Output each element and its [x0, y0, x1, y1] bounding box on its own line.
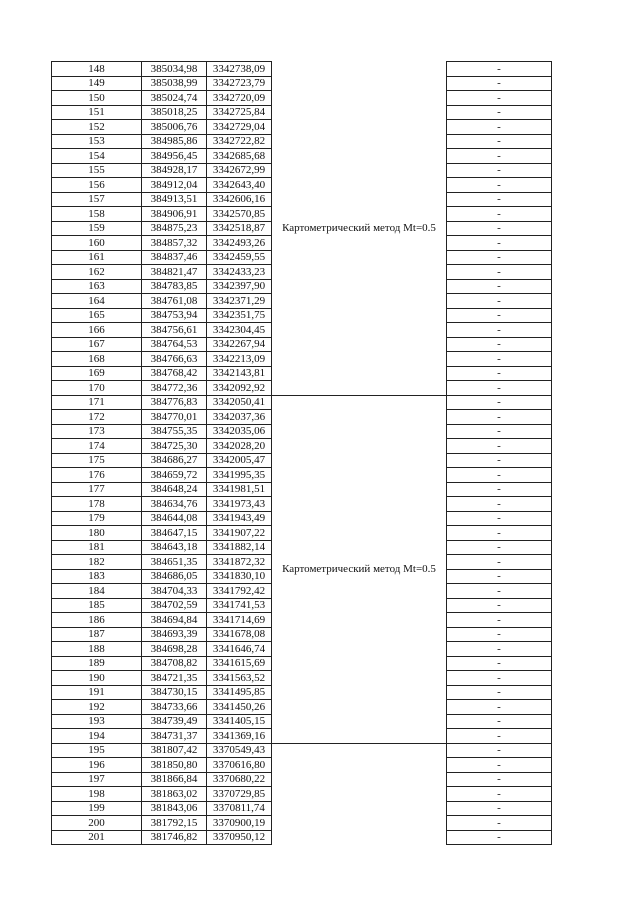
accuracy-value-cell: - [447, 265, 552, 280]
accuracy-value-cell: - [447, 91, 552, 106]
accuracy-value-cell: - [447, 816, 552, 831]
method-cell [272, 743, 447, 845]
point-number-cell: 196 [52, 758, 142, 773]
y-coordinate-cell: 3342028,20 [207, 439, 272, 454]
point-number-cell: 148 [52, 62, 142, 77]
accuracy-value-cell: - [447, 337, 552, 352]
x-coordinate-cell: 384956,45 [142, 149, 207, 164]
point-number-cell: 161 [52, 250, 142, 265]
accuracy-value-cell: - [447, 192, 552, 207]
x-coordinate-cell: 384875,23 [142, 221, 207, 236]
point-number-cell: 191 [52, 685, 142, 700]
point-number-cell: 150 [52, 91, 142, 106]
accuracy-value-cell: - [447, 178, 552, 193]
x-coordinate-cell: 384731,37 [142, 729, 207, 744]
point-number-cell: 170 [52, 381, 142, 396]
y-coordinate-cell: 3341792,42 [207, 584, 272, 599]
y-coordinate-cell: 3341943,49 [207, 511, 272, 526]
point-number-cell: 167 [52, 337, 142, 352]
point-number-cell: 155 [52, 163, 142, 178]
accuracy-value-cell: - [447, 323, 552, 338]
point-number-cell: 166 [52, 323, 142, 338]
group-divider-line [272, 395, 447, 396]
x-coordinate-cell: 384906,91 [142, 207, 207, 222]
accuracy-value-cell: - [447, 352, 552, 367]
x-coordinate-cell: 384634,76 [142, 497, 207, 512]
y-coordinate-cell: 3341405,15 [207, 714, 272, 729]
x-coordinate-cell: 381746,82 [142, 830, 207, 845]
point-number-cell: 192 [52, 700, 142, 715]
x-coordinate-cell: 384721,35 [142, 671, 207, 686]
accuracy-value-cell: - [447, 613, 552, 628]
y-coordinate-cell: 3341882,14 [207, 540, 272, 555]
group-divider-line [272, 743, 447, 744]
accuracy-value-cell: - [447, 642, 552, 657]
y-coordinate-cell: 3342685,68 [207, 149, 272, 164]
accuracy-value-cell: - [447, 830, 552, 845]
point-number-cell: 158 [52, 207, 142, 222]
x-coordinate-cell: 385006,76 [142, 120, 207, 135]
x-coordinate-cell: 384686,05 [142, 569, 207, 584]
y-coordinate-cell: 3341714,69 [207, 613, 272, 628]
accuracy-value-cell: - [447, 555, 552, 570]
x-coordinate-cell: 384772,36 [142, 381, 207, 396]
y-coordinate-cell: 3342397,90 [207, 279, 272, 294]
accuracy-value-cell: - [447, 366, 552, 381]
accuracy-value-cell: - [447, 511, 552, 526]
x-coordinate-cell: 384702,59 [142, 598, 207, 613]
point-number-cell: 198 [52, 787, 142, 802]
point-number-cell: 184 [52, 584, 142, 599]
y-coordinate-cell: 3342459,55 [207, 250, 272, 265]
point-number-cell: 151 [52, 105, 142, 120]
y-coordinate-cell: 3342672,99 [207, 163, 272, 178]
x-coordinate-cell: 384766,63 [142, 352, 207, 367]
y-coordinate-cell: 3370900,19 [207, 816, 272, 831]
point-number-cell: 149 [52, 76, 142, 91]
y-coordinate-cell: 3341830,10 [207, 569, 272, 584]
y-coordinate-cell: 3370549,43 [207, 743, 272, 758]
y-coordinate-cell: 3342050,41 [207, 395, 272, 410]
x-coordinate-cell: 381807,42 [142, 743, 207, 758]
point-number-cell: 163 [52, 279, 142, 294]
point-number-cell: 194 [52, 729, 142, 744]
y-coordinate-cell: 3341369,16 [207, 729, 272, 744]
y-coordinate-cell: 3342371,29 [207, 294, 272, 309]
point-number-cell: 168 [52, 352, 142, 367]
accuracy-value-cell: - [447, 149, 552, 164]
accuracy-value-cell: - [447, 105, 552, 120]
accuracy-value-cell: - [447, 76, 552, 91]
y-coordinate-cell: 3342493,26 [207, 236, 272, 251]
y-coordinate-cell: 3342433,23 [207, 265, 272, 280]
y-coordinate-cell: 3342606,16 [207, 192, 272, 207]
accuracy-value-cell: - [447, 743, 552, 758]
point-number-cell: 177 [52, 482, 142, 497]
accuracy-value-cell: - [447, 294, 552, 309]
point-number-cell: 162 [52, 265, 142, 280]
point-number-cell: 164 [52, 294, 142, 309]
point-number-cell: 171 [52, 395, 142, 410]
point-number-cell: 195 [52, 743, 142, 758]
accuracy-value-cell: - [447, 671, 552, 686]
x-coordinate-cell: 384648,24 [142, 482, 207, 497]
x-coordinate-cell: 384730,15 [142, 685, 207, 700]
point-number-cell: 165 [52, 308, 142, 323]
x-coordinate-cell: 384698,28 [142, 642, 207, 657]
y-coordinate-cell: 3341973,43 [207, 497, 272, 512]
x-coordinate-cell: 384693,39 [142, 627, 207, 642]
y-coordinate-cell: 3341678,08 [207, 627, 272, 642]
point-number-cell: 175 [52, 453, 142, 468]
y-coordinate-cell: 3370950,12 [207, 830, 272, 845]
accuracy-value-cell: - [447, 279, 552, 294]
accuracy-value-cell: - [447, 685, 552, 700]
x-coordinate-cell: 385038,99 [142, 76, 207, 91]
x-coordinate-cell: 384753,94 [142, 308, 207, 323]
accuracy-value-cell: - [447, 250, 552, 265]
accuracy-value-cell: - [447, 62, 552, 77]
y-coordinate-cell: 3341495,85 [207, 685, 272, 700]
x-coordinate-cell: 381850,80 [142, 758, 207, 773]
point-number-cell: 182 [52, 555, 142, 570]
y-coordinate-cell: 3341872,32 [207, 555, 272, 570]
point-number-cell: 190 [52, 671, 142, 686]
x-coordinate-cell: 384783,85 [142, 279, 207, 294]
x-coordinate-cell: 384837,46 [142, 250, 207, 265]
y-coordinate-cell: 3342351,75 [207, 308, 272, 323]
accuracy-value-cell: - [447, 424, 552, 439]
y-coordinate-cell: 3341995,35 [207, 468, 272, 483]
x-coordinate-cell: 384725,30 [142, 439, 207, 454]
y-coordinate-cell: 3342720,09 [207, 91, 272, 106]
y-coordinate-cell: 3370729,85 [207, 787, 272, 802]
y-coordinate-cell: 3370616,80 [207, 758, 272, 773]
y-coordinate-cell: 3342213,09 [207, 352, 272, 367]
x-coordinate-cell: 384704,33 [142, 584, 207, 599]
point-number-cell: 176 [52, 468, 142, 483]
accuracy-value-cell: - [447, 410, 552, 425]
y-coordinate-cell: 3342518,87 [207, 221, 272, 236]
point-number-cell: 160 [52, 236, 142, 251]
point-number-cell: 200 [52, 816, 142, 831]
y-coordinate-cell: 3342035,06 [207, 424, 272, 439]
x-coordinate-cell: 384733,66 [142, 700, 207, 715]
y-coordinate-cell: 3342005,47 [207, 453, 272, 468]
point-number-cell: 152 [52, 120, 142, 135]
accuracy-value-cell: - [447, 656, 552, 671]
x-coordinate-cell: 384647,15 [142, 526, 207, 541]
y-coordinate-cell: 3342304,45 [207, 323, 272, 338]
y-coordinate-cell: 3342092,92 [207, 381, 272, 396]
x-coordinate-cell: 384651,35 [142, 555, 207, 570]
accuracy-value-cell: - [447, 207, 552, 222]
x-coordinate-cell: 381863,02 [142, 787, 207, 802]
y-coordinate-cell: 3342037,36 [207, 410, 272, 425]
x-coordinate-cell: 385024,74 [142, 91, 207, 106]
point-number-cell: 187 [52, 627, 142, 642]
point-number-cell: 157 [52, 192, 142, 207]
accuracy-value-cell: - [447, 163, 552, 178]
y-coordinate-cell: 3341741,53 [207, 598, 272, 613]
table-row [52, 395, 552, 410]
point-number-cell: 188 [52, 642, 142, 657]
point-number-cell: 181 [52, 540, 142, 555]
point-number-cell: 169 [52, 366, 142, 381]
point-number-cell: 172 [52, 410, 142, 425]
x-coordinate-cell: 384912,04 [142, 178, 207, 193]
x-coordinate-cell: 384776,83 [142, 395, 207, 410]
y-coordinate-cell: 3342738,09 [207, 62, 272, 77]
y-coordinate-cell: 3342723,79 [207, 76, 272, 91]
coordinates-table [51, 61, 552, 845]
x-coordinate-cell: 384764,53 [142, 337, 207, 352]
point-number-cell: 199 [52, 801, 142, 816]
point-number-cell: 173 [52, 424, 142, 439]
coordinates-table-body [52, 62, 552, 845]
y-coordinate-cell: 3341907,22 [207, 526, 272, 541]
x-coordinate-cell: 384857,32 [142, 236, 207, 251]
x-coordinate-cell: 384821,47 [142, 265, 207, 280]
x-coordinate-cell: 381843,06 [142, 801, 207, 816]
y-coordinate-cell: 3342267,94 [207, 337, 272, 352]
accuracy-value-cell: - [447, 526, 552, 541]
x-coordinate-cell: 381792,15 [142, 816, 207, 831]
accuracy-value-cell: - [447, 729, 552, 744]
x-coordinate-cell: 384644,08 [142, 511, 207, 526]
x-coordinate-cell: 384768,42 [142, 366, 207, 381]
x-coordinate-cell: 384659,72 [142, 468, 207, 483]
accuracy-value-cell: - [447, 758, 552, 773]
x-coordinate-cell: 384770,01 [142, 410, 207, 425]
y-coordinate-cell: 3341646,74 [207, 642, 272, 657]
method-cell: Картометрический метод Mt=0.5 [272, 395, 447, 743]
y-coordinate-cell: 3341563,52 [207, 671, 272, 686]
point-number-cell: 185 [52, 598, 142, 613]
y-coordinate-cell: 3370811,74 [207, 801, 272, 816]
point-number-cell: 193 [52, 714, 142, 729]
point-number-cell: 189 [52, 656, 142, 671]
table-row [52, 62, 552, 77]
table-row [52, 743, 552, 758]
accuracy-value-cell: - [447, 584, 552, 599]
y-coordinate-cell: 3342143,81 [207, 366, 272, 381]
accuracy-value-cell: - [447, 439, 552, 454]
accuracy-value-cell: - [447, 497, 552, 512]
x-coordinate-cell: 384985,86 [142, 134, 207, 149]
point-number-cell: 180 [52, 526, 142, 541]
x-coordinate-cell: 381866,84 [142, 772, 207, 787]
y-coordinate-cell: 3342729,04 [207, 120, 272, 135]
point-number-cell: 179 [52, 511, 142, 526]
accuracy-value-cell: - [447, 468, 552, 483]
accuracy-value-cell: - [447, 787, 552, 802]
x-coordinate-cell: 385034,98 [142, 62, 207, 77]
point-number-cell: 197 [52, 772, 142, 787]
point-number-cell: 156 [52, 178, 142, 193]
accuracy-value-cell: - [447, 598, 552, 613]
y-coordinate-cell: 3370680,22 [207, 772, 272, 787]
accuracy-value-cell: - [447, 308, 552, 323]
accuracy-value-cell: - [447, 627, 552, 642]
y-coordinate-cell: 3341615,69 [207, 656, 272, 671]
accuracy-value-cell: - [447, 134, 552, 149]
x-coordinate-cell: 385018,25 [142, 105, 207, 120]
point-number-cell: 159 [52, 221, 142, 236]
x-coordinate-cell: 384756,61 [142, 323, 207, 338]
accuracy-value-cell: - [447, 482, 552, 497]
accuracy-value-cell: - [447, 714, 552, 729]
accuracy-value-cell: - [447, 540, 552, 555]
point-number-cell: 201 [52, 830, 142, 845]
accuracy-value-cell: - [447, 569, 552, 584]
y-coordinate-cell: 3342722,82 [207, 134, 272, 149]
accuracy-value-cell: - [447, 236, 552, 251]
x-coordinate-cell: 384761,08 [142, 294, 207, 309]
y-coordinate-cell: 3342643,40 [207, 178, 272, 193]
accuracy-value-cell: - [447, 700, 552, 715]
accuracy-value-cell: - [447, 221, 552, 236]
x-coordinate-cell: 384739,49 [142, 714, 207, 729]
x-coordinate-cell: 384643,18 [142, 540, 207, 555]
point-number-cell: 178 [52, 497, 142, 512]
y-coordinate-cell: 3342725,84 [207, 105, 272, 120]
accuracy-value-cell: - [447, 120, 552, 135]
accuracy-value-cell: - [447, 801, 552, 816]
accuracy-value-cell: - [447, 453, 552, 468]
x-coordinate-cell: 384694,84 [142, 613, 207, 628]
x-coordinate-cell: 384708,82 [142, 656, 207, 671]
y-coordinate-cell: 3341450,26 [207, 700, 272, 715]
x-coordinate-cell: 384686,27 [142, 453, 207, 468]
point-number-cell: 154 [52, 149, 142, 164]
accuracy-value-cell: - [447, 772, 552, 787]
x-coordinate-cell: 384755,35 [142, 424, 207, 439]
accuracy-value-cell: - [447, 381, 552, 396]
y-coordinate-cell: 3342570,85 [207, 207, 272, 222]
y-coordinate-cell: 3341981,51 [207, 482, 272, 497]
point-number-cell: 183 [52, 569, 142, 584]
x-coordinate-cell: 384928,17 [142, 163, 207, 178]
accuracy-value-cell: - [447, 395, 552, 410]
x-coordinate-cell: 384913,51 [142, 192, 207, 207]
point-number-cell: 174 [52, 439, 142, 454]
point-number-cell: 153 [52, 134, 142, 149]
method-cell: Картометрический метод Mt=0.5 [272, 62, 447, 396]
point-number-cell: 186 [52, 613, 142, 628]
